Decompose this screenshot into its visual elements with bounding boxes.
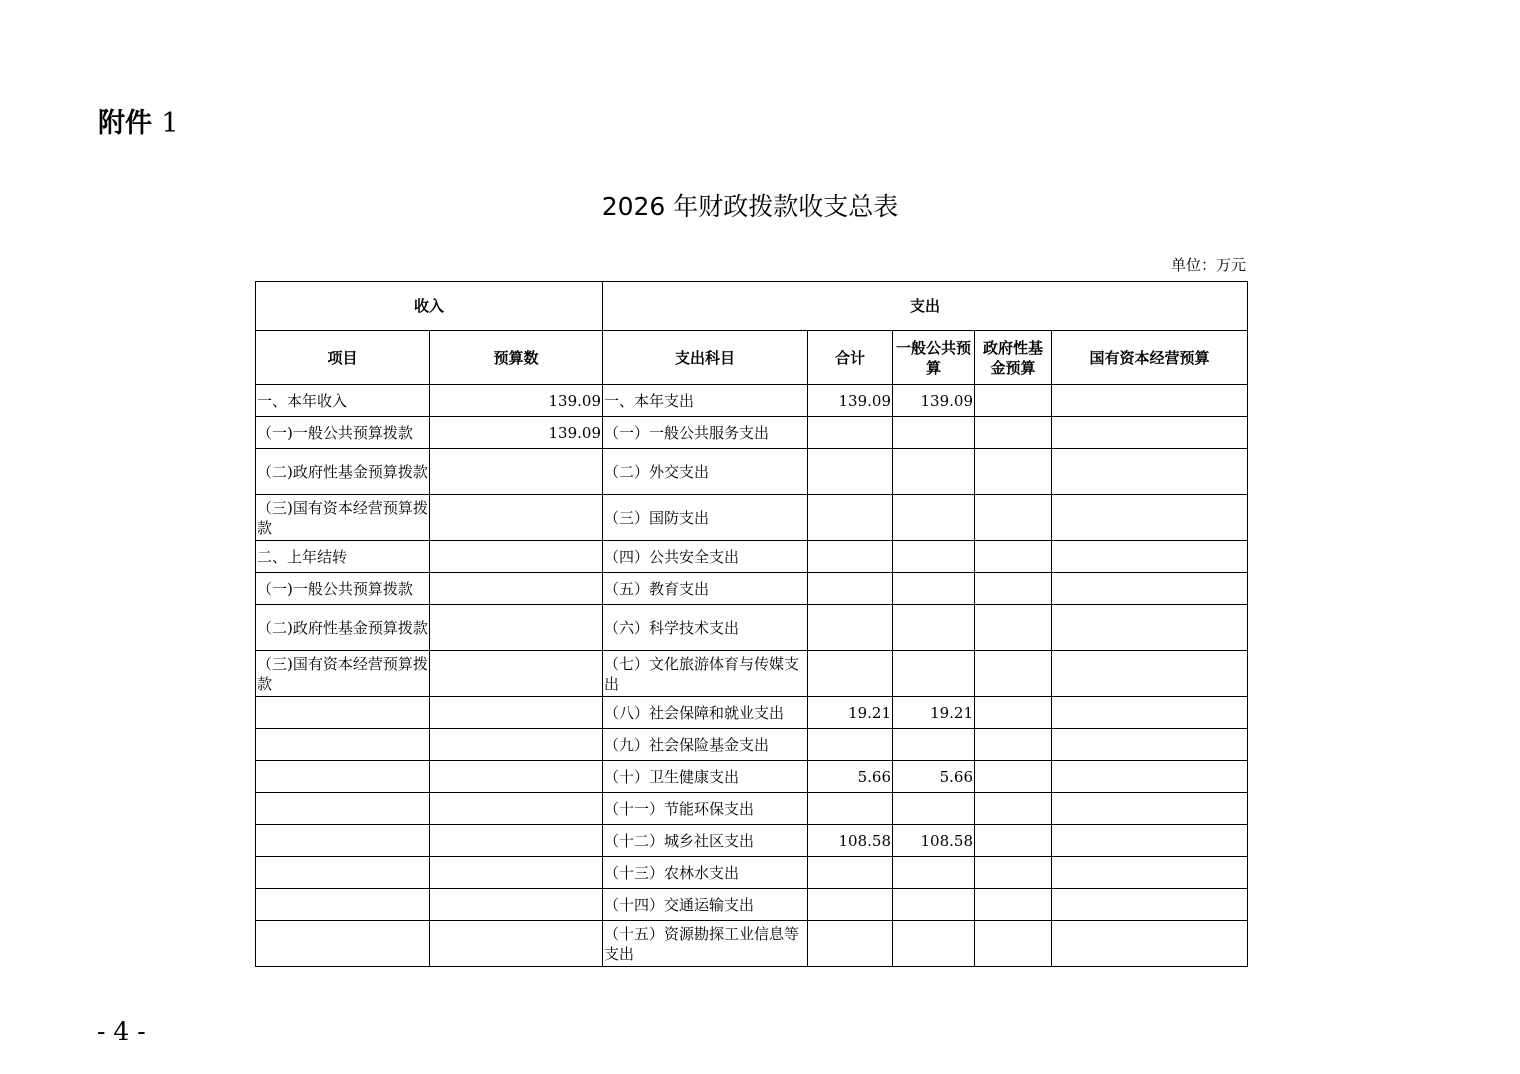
- state-capital-budget-cell: [1052, 449, 1248, 495]
- government-fund-budget-cell: [975, 857, 1052, 889]
- col-header-expense-subject: 支出科目: [603, 331, 808, 385]
- total-cell: [808, 541, 893, 573]
- general-public-budget-cell: 108.58: [893, 825, 975, 857]
- table-row: [256, 825, 1248, 857]
- government-fund-budget-cell: [975, 729, 1052, 761]
- budget-amount-cell: [430, 449, 603, 495]
- state-capital-budget-cell: [1052, 889, 1248, 921]
- table-row: [256, 605, 1248, 651]
- budget-amount-cell: [430, 889, 603, 921]
- general-public-budget-cell: [893, 605, 975, 651]
- government-fund-budget-cell: [975, 449, 1052, 495]
- government-fund-budget-cell: [975, 605, 1052, 651]
- table-row: [256, 651, 1248, 697]
- total-cell: [808, 857, 893, 889]
- general-public-budget-cell: [893, 573, 975, 605]
- state-capital-budget-cell: [1052, 495, 1248, 541]
- budget-amount-cell: [430, 825, 603, 857]
- item-cell: [256, 793, 430, 825]
- budget-amount-cell: [430, 697, 603, 729]
- item-cell: [256, 825, 430, 857]
- general-public-budget-cell: [893, 857, 975, 889]
- total-cell: 108.58: [808, 825, 893, 857]
- expense-subject-cell: （十二）城乡社区支出: [603, 825, 808, 857]
- item-cell: （二)政府性基金预算拨款: [256, 605, 430, 651]
- general-public-budget-cell: [893, 729, 975, 761]
- state-capital-budget-cell: [1052, 541, 1248, 573]
- budget-amount-cell: [430, 541, 603, 573]
- state-capital-budget-cell: [1052, 697, 1248, 729]
- state-capital-budget-cell: [1052, 761, 1248, 793]
- government-fund-budget-cell: [975, 793, 1052, 825]
- state-capital-budget-cell: [1052, 793, 1248, 825]
- budget-amount-cell: 139.09: [430, 417, 603, 449]
- general-public-budget-cell: 5.66: [893, 761, 975, 793]
- col-header-budget-amount: 预算数: [430, 331, 603, 385]
- col-header-government-fund-budget: 政府性基金预算: [975, 331, 1052, 385]
- budget-amount-cell: [430, 857, 603, 889]
- expense-subject-cell: （十四）交通运输支出: [603, 889, 808, 921]
- budget-amount-cell: [430, 921, 603, 967]
- table-row: [256, 921, 1248, 967]
- table-row: [256, 449, 1248, 495]
- expense-subject-cell: （四）公共安全支出: [603, 541, 808, 573]
- expense-subject-cell: （六）科学技术支出: [603, 605, 808, 651]
- state-capital-budget-cell: [1052, 921, 1248, 967]
- government-fund-budget-cell: [975, 921, 1052, 967]
- table-row: [256, 761, 1248, 793]
- general-public-budget-cell: [893, 793, 975, 825]
- item-cell: [256, 761, 430, 793]
- government-fund-budget-cell: [975, 541, 1052, 573]
- page-title: 2026 年财政拨款收支总表: [601, 192, 899, 221]
- government-fund-budget-cell: [975, 825, 1052, 857]
- unit-label: 单位：万元: [1170, 256, 1246, 274]
- total-cell: 19.21: [808, 697, 893, 729]
- expense-subject-cell: （二）外交支出: [603, 449, 808, 495]
- general-public-budget-cell: [893, 541, 975, 573]
- table-row: [256, 889, 1248, 921]
- government-fund-budget-cell: [975, 573, 1052, 605]
- item-cell: （三)国有资本经营预算拨款: [256, 495, 430, 541]
- col-header-item: 项目: [256, 331, 430, 385]
- total-cell: 139.09: [808, 385, 893, 417]
- government-fund-budget-cell: [975, 385, 1052, 417]
- government-fund-budget-cell: [975, 761, 1052, 793]
- state-capital-budget-cell: [1052, 417, 1248, 449]
- expense-subject-cell: （九）社会保险基金支出: [603, 729, 808, 761]
- col-header-general-public-budget: 一般公共预算: [893, 331, 975, 385]
- budget-amount-cell: [430, 793, 603, 825]
- page-number: - 4 -: [97, 1017, 146, 1046]
- budget-amount-cell: [430, 651, 603, 697]
- item-cell: （一)一般公共预算拨款: [256, 417, 430, 449]
- attachment-number: 1: [161, 108, 179, 139]
- total-cell: [808, 417, 893, 449]
- government-fund-budget-cell: [975, 651, 1052, 697]
- column-header-row: [256, 331, 1248, 385]
- item-cell: [256, 921, 430, 967]
- table-row: [256, 495, 1248, 541]
- item-cell: [256, 889, 430, 921]
- general-public-budget-cell: 19.21: [893, 697, 975, 729]
- total-cell: [808, 729, 893, 761]
- expense-subject-cell: （十一）节能环保支出: [603, 793, 808, 825]
- expense-subject-cell: （八）社会保障和就业支出: [603, 697, 808, 729]
- col-header-state-capital-budget: 国有资本经营预算: [1052, 331, 1248, 385]
- state-capital-budget-cell: [1052, 573, 1248, 605]
- general-public-budget-cell: [893, 889, 975, 921]
- item-cell: [256, 857, 430, 889]
- attachment-label-text: 附件: [98, 108, 152, 139]
- total-cell: [808, 889, 893, 921]
- table-row: [256, 385, 1248, 417]
- state-capital-budget-cell: [1052, 729, 1248, 761]
- total-cell: [808, 449, 893, 495]
- general-public-budget-cell: [893, 495, 975, 541]
- item-cell: （一)一般公共预算拨款: [256, 573, 430, 605]
- table-row: [256, 793, 1248, 825]
- expense-subject-cell: （十）卫生健康支出: [603, 761, 808, 793]
- budget-amount-cell: [430, 605, 603, 651]
- table-row: [256, 541, 1248, 573]
- government-fund-budget-cell: [975, 495, 1052, 541]
- item-cell: 一、本年收入: [256, 385, 430, 417]
- general-public-budget-cell: 139.09: [893, 385, 975, 417]
- total-cell: [808, 793, 893, 825]
- group-header-row: [256, 282, 1248, 331]
- item-cell: 二、上年结转: [256, 541, 430, 573]
- budget-amount-cell: [430, 495, 603, 541]
- table-row: [256, 573, 1248, 605]
- expense-subject-cell: （五）教育支出: [603, 573, 808, 605]
- item-cell: （三)国有资本经营预算拨款: [256, 651, 430, 697]
- expense-subject-cell: （十三）农林水支出: [603, 857, 808, 889]
- general-public-budget-cell: [893, 921, 975, 967]
- total-cell: [808, 651, 893, 697]
- state-capital-budget-cell: [1052, 825, 1248, 857]
- item-cell: （二)政府性基金预算拨款: [256, 449, 430, 495]
- budget-amount-cell: [430, 761, 603, 793]
- budget-amount-cell: [430, 573, 603, 605]
- budget-amount-cell: [430, 729, 603, 761]
- expense-subject-cell: （七）文化旅游体育与传媒支出: [603, 651, 808, 697]
- government-fund-budget-cell: [975, 417, 1052, 449]
- state-capital-budget-cell: [1052, 385, 1248, 417]
- general-public-budget-cell: [893, 417, 975, 449]
- expense-subject-cell: （一）一般公共服务支出: [603, 417, 808, 449]
- government-fund-budget-cell: [975, 697, 1052, 729]
- government-fund-budget-cell: [975, 889, 1052, 921]
- expenditure-header: 支出: [603, 282, 1248, 331]
- expense-subject-cell: （十五）资源勘探工业信息等支出: [603, 921, 808, 967]
- income-header: 收入: [256, 282, 603, 331]
- item-cell: [256, 697, 430, 729]
- budget-amount-cell: 139.09: [430, 385, 603, 417]
- budget-table: [255, 281, 1248, 967]
- total-cell: 5.66: [808, 761, 893, 793]
- general-public-budget-cell: [893, 449, 975, 495]
- expense-subject-cell: 一、本年支出: [603, 385, 808, 417]
- col-header-total: 合计: [808, 331, 893, 385]
- table-row: [256, 729, 1248, 761]
- table-row: [256, 697, 1248, 729]
- table-row: [256, 857, 1248, 889]
- total-cell: [808, 921, 893, 967]
- table-row: [256, 417, 1248, 449]
- item-cell: [256, 729, 430, 761]
- expense-subject-cell: （三）国防支出: [603, 495, 808, 541]
- attachment-label: [98, 106, 179, 142]
- total-cell: [808, 573, 893, 605]
- state-capital-budget-cell: [1052, 605, 1248, 651]
- general-public-budget-cell: [893, 651, 975, 697]
- state-capital-budget-cell: [1052, 651, 1248, 697]
- state-capital-budget-cell: [1052, 857, 1248, 889]
- total-cell: [808, 495, 893, 541]
- total-cell: [808, 605, 893, 651]
